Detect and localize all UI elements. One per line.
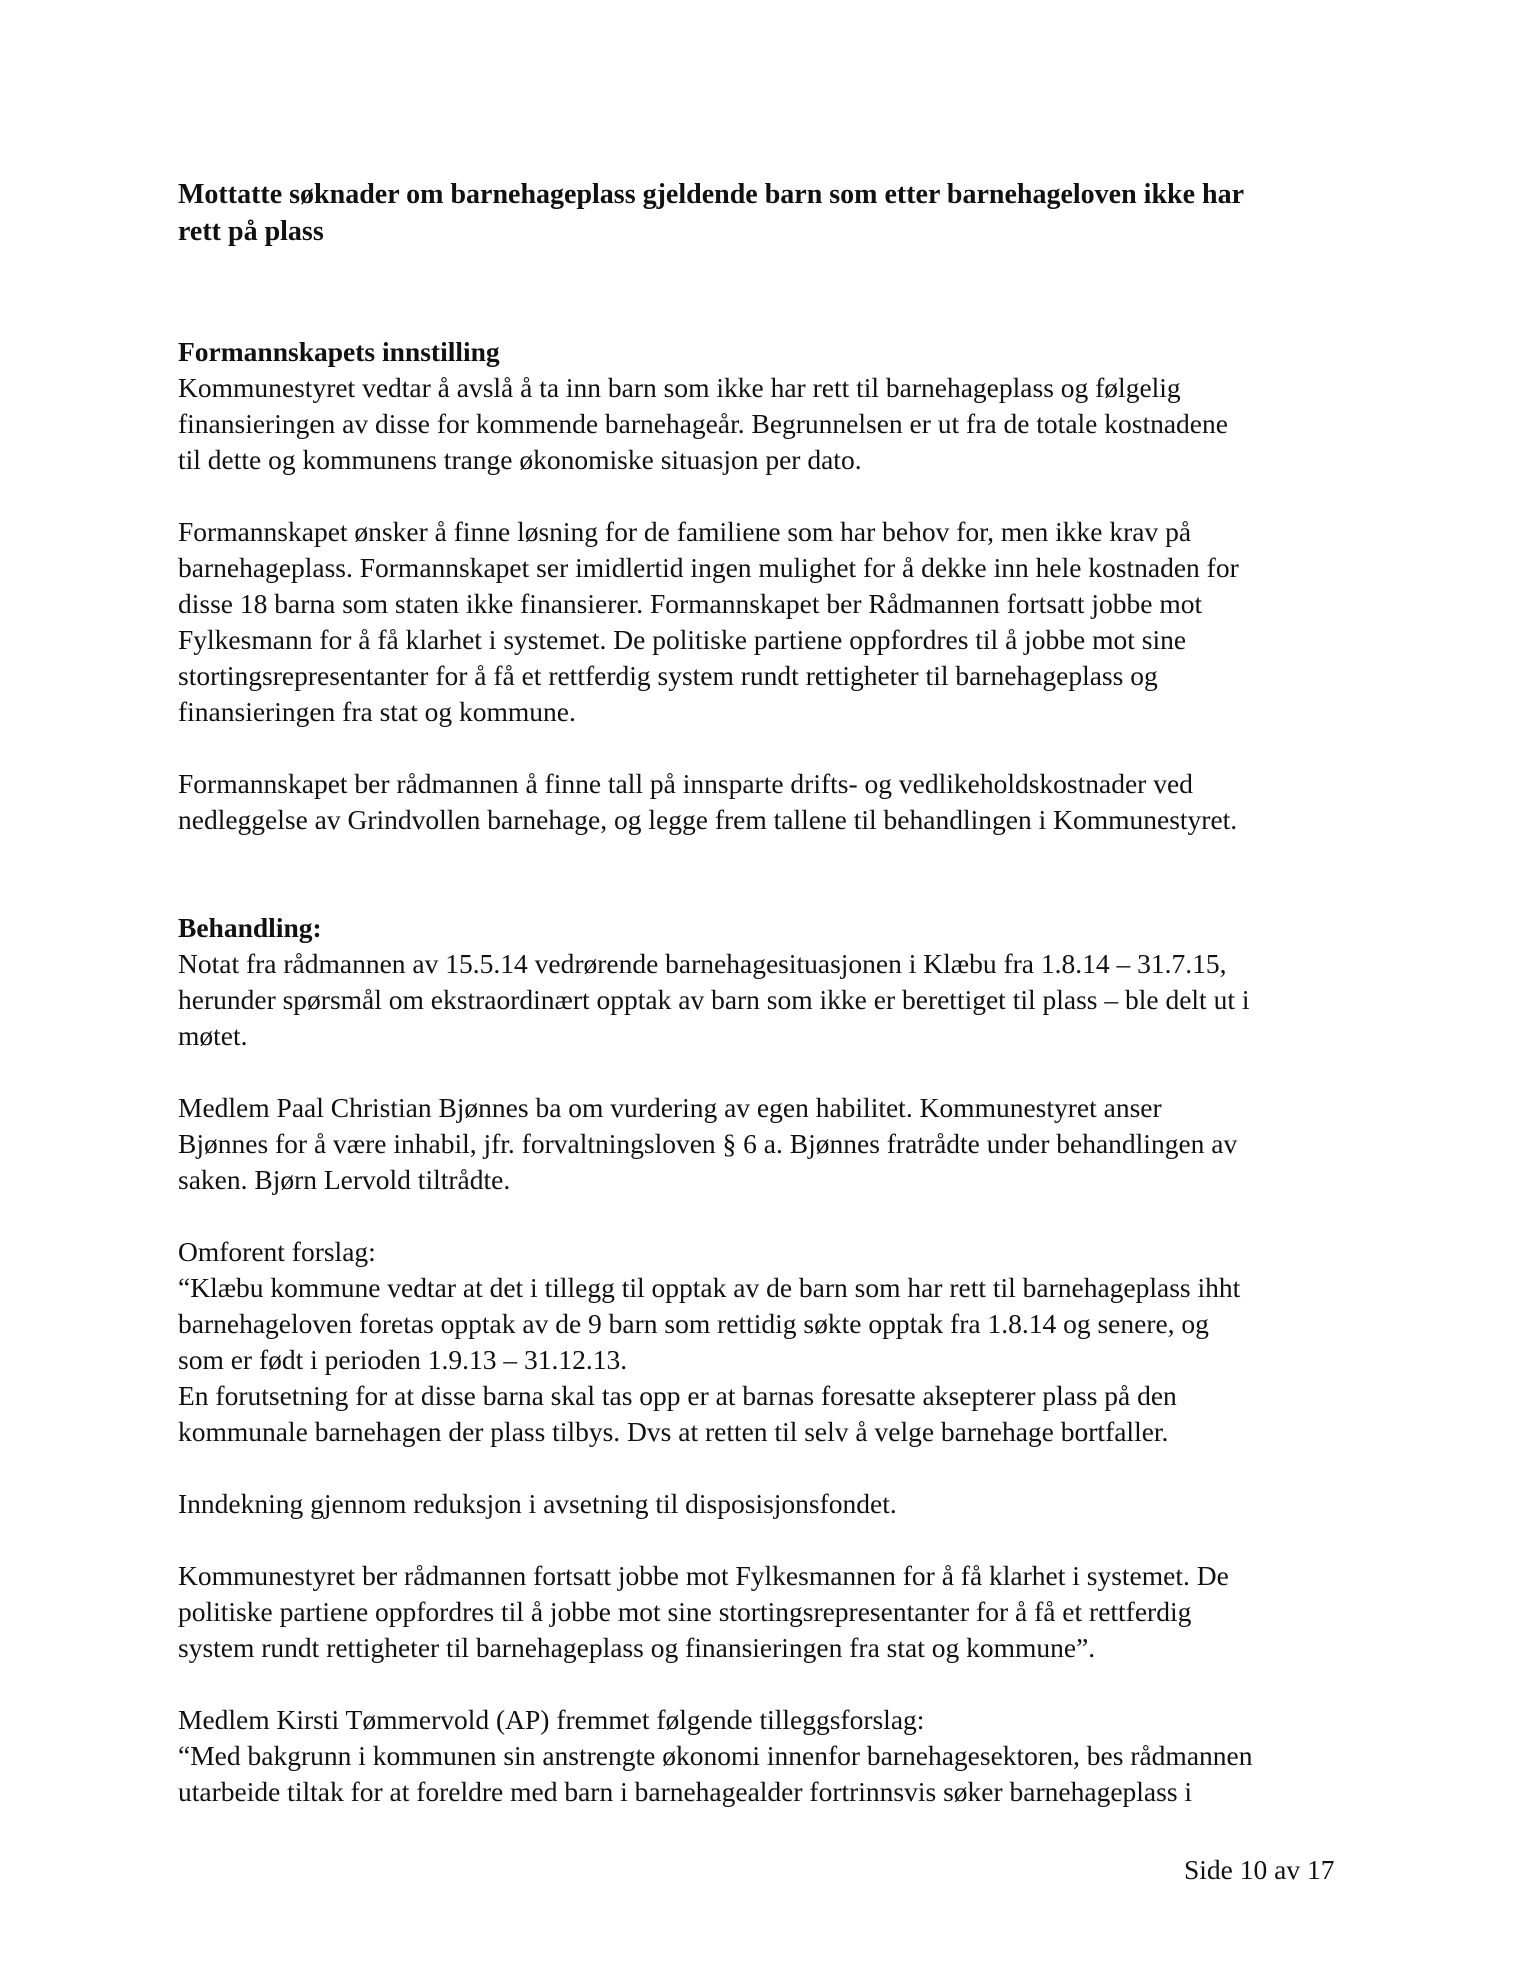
text-line: En forutsetning for at disse barna skal tas opp er at barnas foresatte aksepterer plass på den bbox=[178, 1380, 1177, 1411]
text-line: Kommunestyret vedtar å avslå å ta inn barn som ikke har rett til barnehageplass og følgelig bbox=[178, 372, 1181, 403]
document-body bbox=[178, 176, 1368, 1810]
text-line: Fylkesmann for å få klarhet i systemet. De politiske partiene oppfordres til å jobbe mot sine bbox=[178, 624, 1187, 655]
innstilling-section bbox=[178, 334, 1368, 838]
text-line: finansieringen fra stat og kommune. bbox=[178, 696, 576, 727]
text-line: “Klæbu kommune vedtar at det i tillegg til opptak av de barn som har rett til barnehageplass ihht bbox=[178, 1272, 1241, 1303]
text-line: barnehageplass. Formannskapet ser imidlertid ingen mulighet for å dekke inn hele kostnaden for bbox=[178, 552, 1239, 583]
text-line: saken. Bjørn Lervold tiltrådte. bbox=[178, 1164, 511, 1195]
text-line: Formannskapet ønsker å finne løsning for de familiene som har behov for, men ikke krav på bbox=[178, 516, 1192, 547]
text-line: barnehageloven foretas opptak av de 9 barn som rettidig søkte opptak fra 1.8.14 og senere, og bbox=[178, 1308, 1209, 1339]
behandling-section bbox=[178, 910, 1368, 1810]
behandling-paragraph-1 bbox=[178, 946, 1368, 1054]
title-line: rett på plass bbox=[178, 216, 324, 247]
innstilling-paragraph-1 bbox=[178, 370, 1368, 478]
title-line: Mottatte søknader om barnehageplass gjeldende barn som etter barnehageloven ikke har bbox=[178, 179, 1245, 210]
page-number: Side 10 av 17 bbox=[1184, 1854, 1335, 1885]
behandling-heading: Behandling: bbox=[178, 912, 322, 943]
text-line: Notat fra rådmannen av 15.5.14 vedrørende barnehagesituasjonen i Klæbu fra 1.8.14 – 31.7.15, bbox=[178, 948, 1227, 979]
text-line: disse 18 barna som staten ikke finansierer. Formannskapet ber Rådmannen fortsatt jobbe mot bbox=[178, 588, 1203, 619]
document-title bbox=[178, 176, 1368, 250]
text-line: utarbeide tiltak for at foreldre med barn i barnehagealder fortrinnsvis søker barnehageplass i bbox=[178, 1776, 1193, 1807]
text-line: Inndekning gjennom reduksjon i avsetning til disposisjonsfondet. bbox=[178, 1488, 897, 1519]
text-line: til dette og kommunens trange økonomiske situasjon per dato. bbox=[178, 444, 862, 475]
text-line: system rundt rettigheter til barnehageplass og finansieringen fra stat og kommune”. bbox=[178, 1632, 1096, 1663]
text-line: “Med bakgrunn i kommunen sin anstrengte økonomi innenfor barnehagesektoren, bes rådmannen bbox=[178, 1740, 1253, 1771]
behandling-paragraph-5 bbox=[178, 1558, 1368, 1666]
text-line: Medlem Kirsti Tømmervold (AP) fremmet følgende tilleggsforslag: bbox=[178, 1704, 925, 1735]
innstilling-paragraph-2 bbox=[178, 514, 1368, 730]
text-line: politiske partiene oppfordres til å jobbe mot sine stortingsrepresentanter for å få et rettferdig bbox=[178, 1596, 1192, 1627]
innstilling-heading: Formannskapets innstilling bbox=[178, 336, 500, 367]
behandling-paragraph-4 bbox=[178, 1486, 1368, 1522]
text-line: Bjønnes for å være inhabil, jfr. forvaltningsloven § 6 a. Bjønnes fratrådte under behandlingen av bbox=[178, 1128, 1238, 1159]
text-line: nedleggelse av Grindvollen barnehage, og legge frem tallene til behandlingen i Kommunestyret. bbox=[178, 804, 1238, 835]
text-line: møtet. bbox=[178, 1020, 248, 1051]
behandling-paragraph-6 bbox=[178, 1702, 1368, 1810]
behandling-paragraph-3 bbox=[178, 1234, 1368, 1450]
text-line: Omforent forslag: bbox=[178, 1236, 376, 1267]
text-line: som er født i perioden 1.9.13 – 31.12.13. bbox=[178, 1344, 628, 1375]
behandling-paragraph-2 bbox=[178, 1090, 1368, 1198]
innstilling-paragraph-3 bbox=[178, 766, 1368, 838]
text-line: herunder spørsmål om ekstraordinært opptak av barn som ikke er berettiget til plass – ble delt ut i bbox=[178, 984, 1250, 1015]
text-line: Medlem Paal Christian Bjønnes ba om vurdering av egen habilitet. Kommunestyret anser bbox=[178, 1092, 1162, 1123]
text-line: Kommunestyret ber rådmannen fortsatt jobbe mot Fylkesmannen for å få klarhet i systemet. De bbox=[178, 1560, 1229, 1591]
section-spacer bbox=[178, 874, 1368, 910]
text-line: Formannskapet ber rådmannen å finne tall på innsparte drifts- og vedlikeholdskostnader ved bbox=[178, 768, 1193, 799]
text-line: stortingsrepresentanter for å få et rettferdig system rundt rettigheter til barnehageplass og bbox=[178, 660, 1158, 691]
text-line: kommunale barnehagen der plass tilbys. Dvs at retten til selv å velge barnehage bortfaller. bbox=[178, 1416, 1169, 1447]
text-line: finansieringen av disse for kommende barnehageår. Begrunnelsen er ut fra de totale kostnadene bbox=[178, 408, 1228, 439]
